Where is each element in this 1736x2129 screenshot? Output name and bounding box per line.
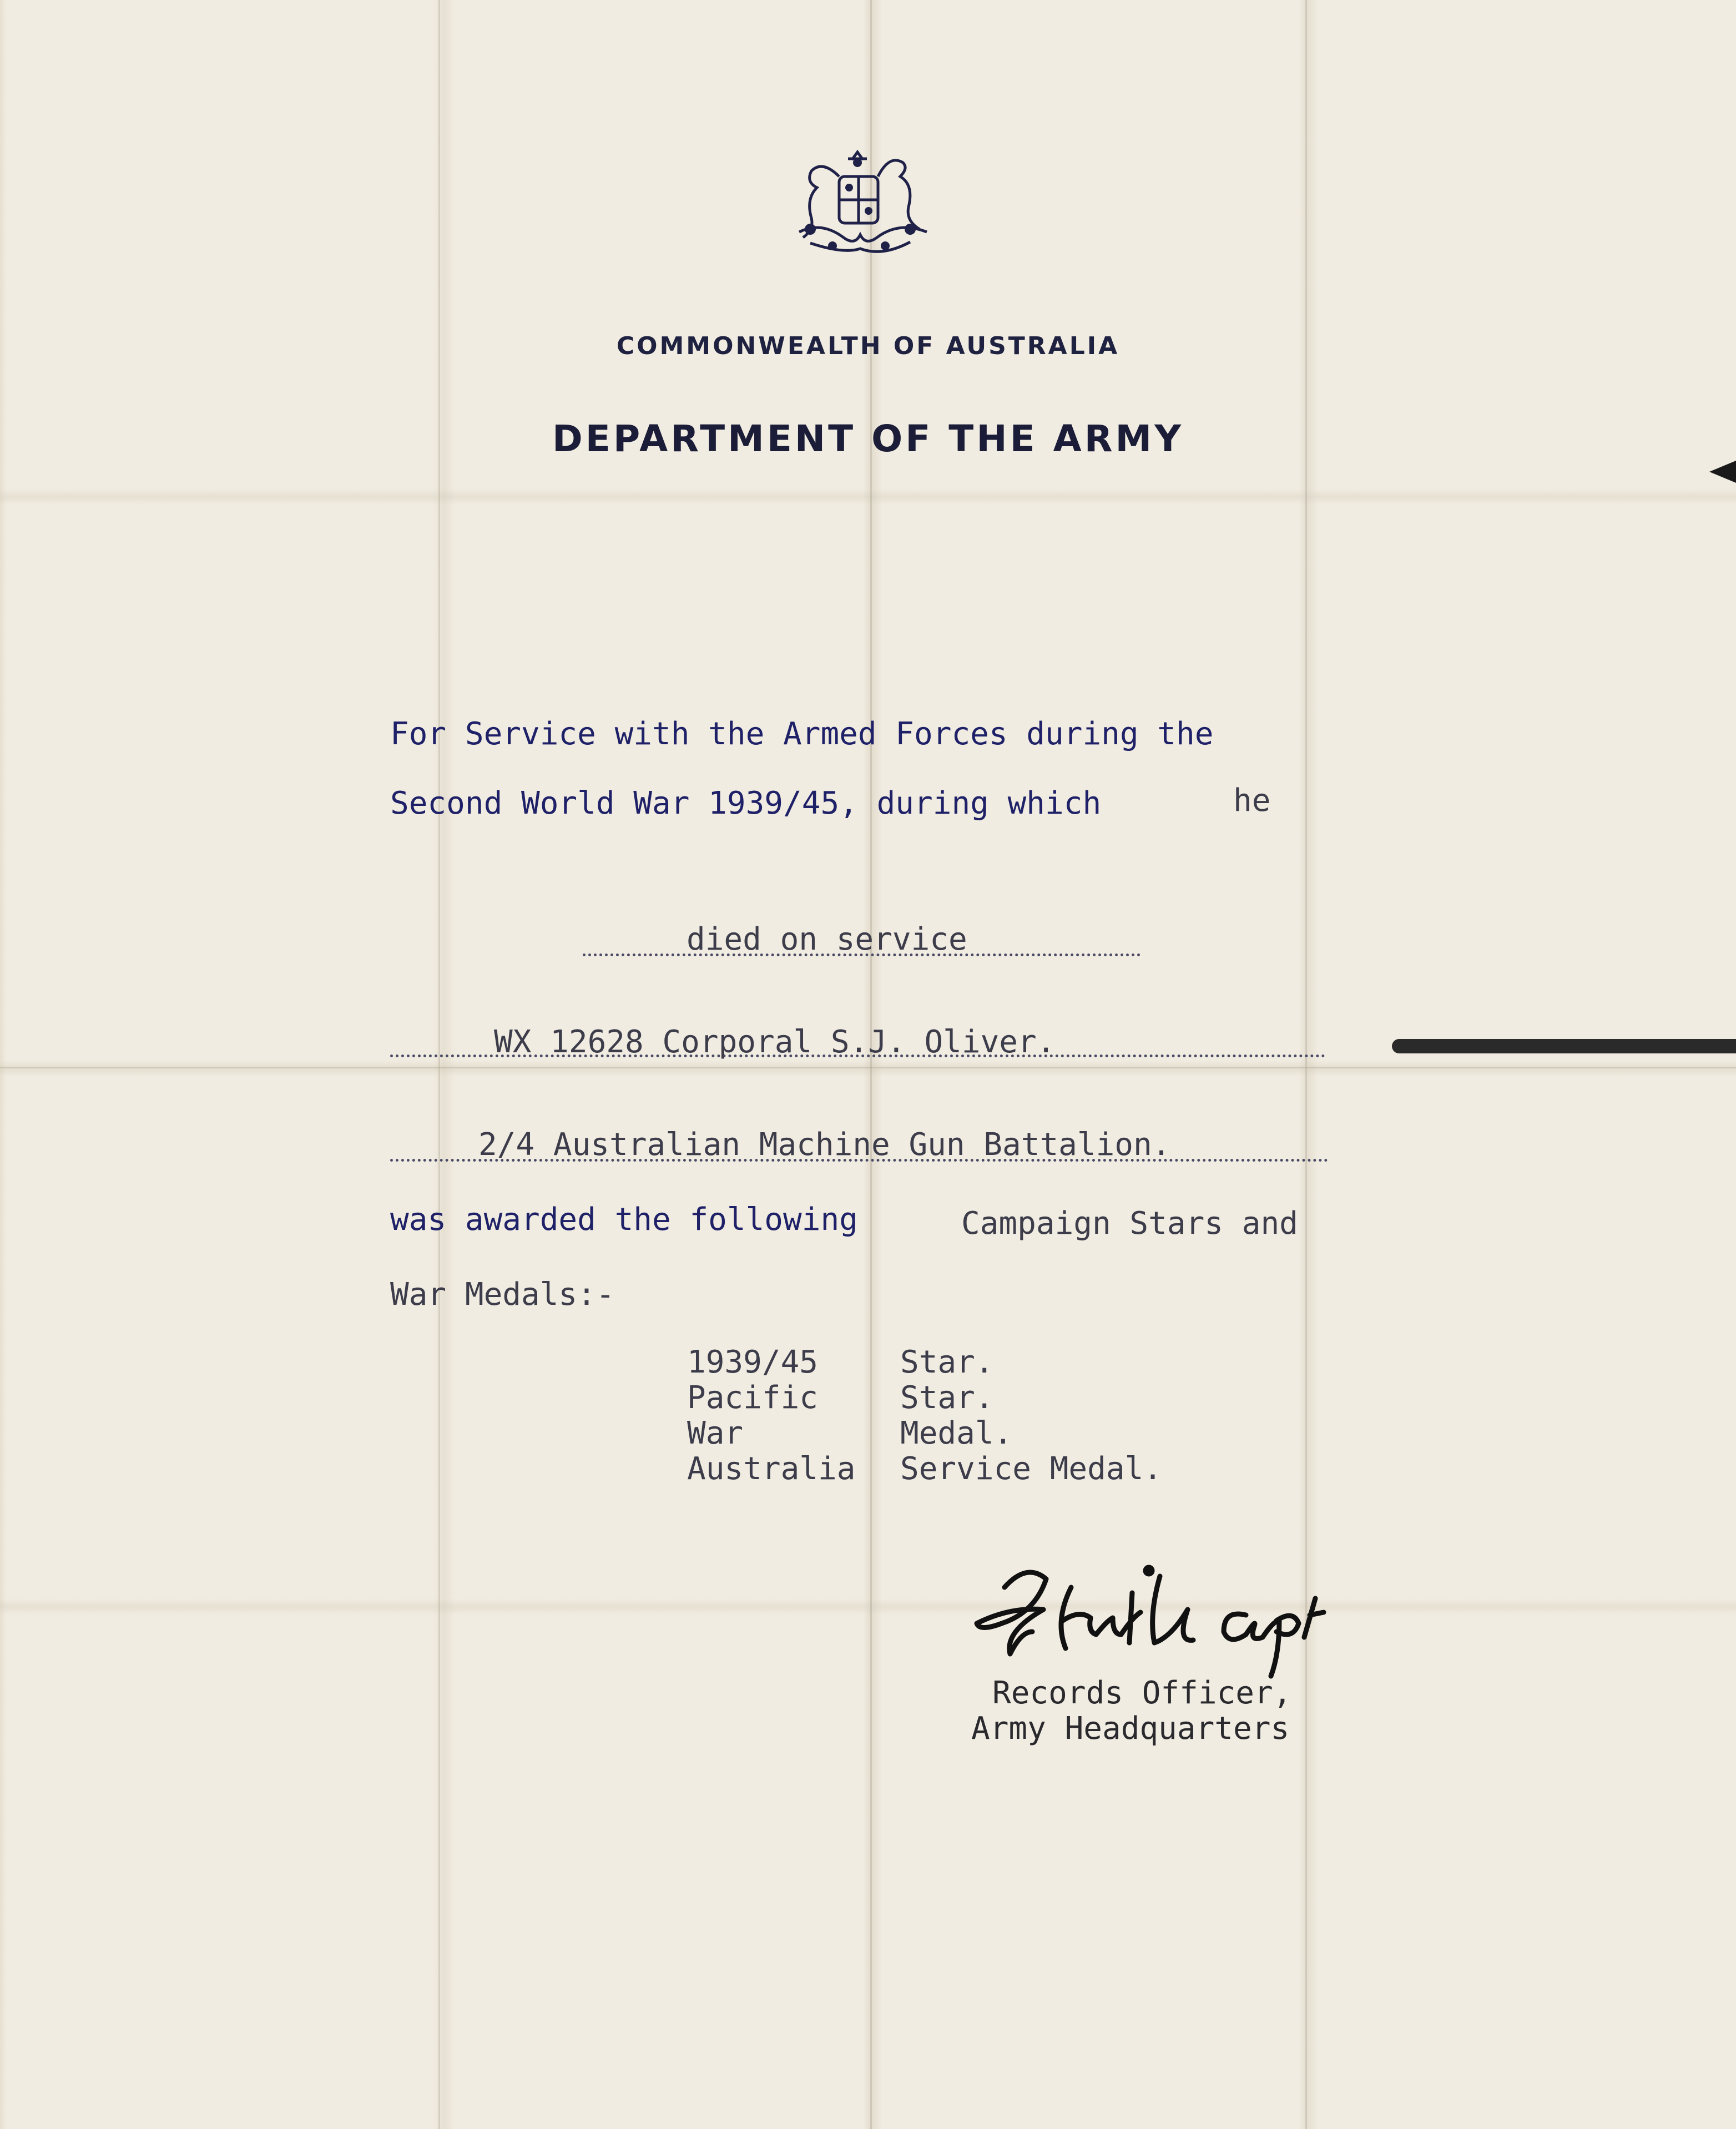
- medal-type: Star.: [900, 1380, 994, 1416]
- medal-type: Medal.: [900, 1415, 1013, 1451]
- paper-tear: [1392, 1039, 1736, 1053]
- award-line-1a: was awarded the following: [390, 1202, 858, 1238]
- department-superheading: COMMONWEALTH OF AUSTRALIA: [616, 332, 1120, 360]
- medal-name: Pacific: [687, 1380, 819, 1416]
- status-field: died on service: [687, 921, 967, 957]
- department-heading: DEPARTMENT OF THE ARMY: [552, 417, 1184, 460]
- intro-line-2: Second World War 1939/45, during which: [390, 785, 1102, 821]
- unit-field: 2/4 Australian Machine Gun Battalion.: [478, 1127, 1171, 1163]
- medal-type: Star.: [900, 1344, 994, 1380]
- medal-name: Australia: [687, 1451, 856, 1487]
- fold-crease: [1305, 0, 1307, 2129]
- medal-name: War: [687, 1415, 744, 1451]
- signatory-title-1: Records Officer,: [992, 1675, 1292, 1711]
- medal-type: Service Medal.: [900, 1451, 1163, 1487]
- paper-notch: [1709, 461, 1736, 483]
- intro-line-1: For Service with the Armed Forces during the: [390, 716, 1214, 752]
- medal-name: 1939/45: [687, 1344, 819, 1380]
- award-line-2: War Medals:-: [390, 1277, 615, 1313]
- coat-of-arms-icon: [777, 149, 938, 265]
- signatory-title-2: Army Headquarters: [971, 1711, 1290, 1747]
- award-line-1b: Campaign Stars and: [961, 1205, 1298, 1242]
- fold-crease: [0, 1067, 1736, 1068]
- fold-crease: [438, 0, 440, 2129]
- pronoun-field: he: [1233, 783, 1271, 819]
- serviceman-field: WX 12628 Corporal S.J. Oliver.: [494, 1024, 1056, 1060]
- fold-crease: [870, 0, 872, 2129]
